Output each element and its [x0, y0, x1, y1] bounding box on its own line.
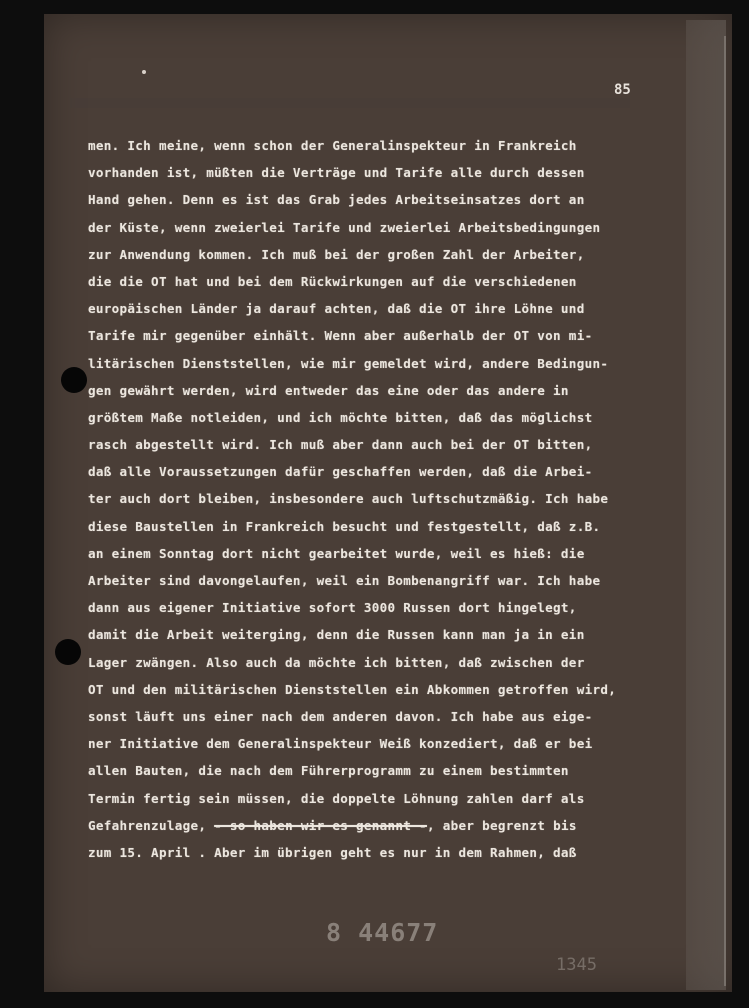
- text-line: größtem Maße notleiden, und ich möchte bitten, daß das möglichst: [88, 409, 593, 425]
- page-number: 85: [614, 82, 631, 98]
- text-line: Hand gehen. Denn es ist das Grab jedes Arbeitseinsatzes dort an: [88, 192, 585, 208]
- text-line: litärischen Dienststellen, wie mir gemeldet wird, andere Bedingun-: [88, 355, 609, 371]
- text-line: gen gewährt werden, wird entweder das eine oder das andere in: [88, 382, 569, 398]
- text-line: OT und den militärischen Dienststellen ein Abkommen getroffen wird,: [88, 681, 617, 697]
- text-line: Tarife mir gegenüber einhält. Wenn aber außerhalb der OT von mi-: [88, 328, 593, 344]
- page-right-edge: [724, 36, 726, 986]
- text-line: zum 15. April . Aber im übrigen geht es nur in dem Rahmen, daß: [88, 844, 577, 860]
- film-speck: [142, 70, 146, 74]
- text-line: rasch abgestellt wird. Ich muß aber dann auch bei der OT bitten,: [88, 437, 593, 453]
- punch-hole-upper: [61, 367, 87, 393]
- text-line: dann aus eigener Initiative sofort 3000 Russen dort hingelegt,: [88, 600, 577, 616]
- text-line: sonst läuft uns einer nach dem anderen davon. Ich habe aus eige-: [88, 708, 593, 724]
- typewritten-text-body: [88, 132, 648, 866]
- text-line: zur Anwendung kommen. Ich muß bei der großen Zahl der Arbeiter,: [88, 246, 585, 262]
- text-line: Lager zwängen. Also auch da möchte ich bitten, daß zwischen der: [88, 654, 585, 670]
- document-id-stamp: 8 44677: [326, 918, 439, 947]
- text-line: ner Initiative dem Generalinspekteur Weiß konzediert, daß er bei: [88, 736, 593, 752]
- text-line: damit die Arbeit weiterging, denn die Russen kann man ja in ein: [88, 627, 585, 643]
- faded-header-band: [70, 98, 630, 108]
- archive-folio-number: 1345: [556, 955, 597, 975]
- text-segment: Gefahrenzulage,: [88, 817, 215, 833]
- text-line: men. Ich meine, wenn schon der Generalinspekteur in Frankreich: [88, 138, 577, 153]
- text-line: der Küste, wenn zweierlei Tarife und zweierlei Arbeitsbedingungen: [88, 219, 601, 235]
- text-line: vorhanden ist, müßten die Verträge und Tarife alle durch dessen: [88, 165, 585, 181]
- struck-through-text: - so haben wir es genannt -: [214, 817, 427, 833]
- text-line-with-strikethrough: [88, 812, 648, 839]
- text-line: daß alle Voraussetzungen dafür geschaffen werden, daß die Arbei-: [88, 464, 593, 480]
- sheet-edge-shadow: [686, 20, 726, 990]
- text-line: ter auch dort bleiben, insbesondere auch luftschutzmäßig. Ich habe: [88, 491, 609, 507]
- punch-hole-lower: [55, 639, 81, 665]
- text-line: diese Baustellen in Frankreich besucht und festgestellt, daß z.B.: [88, 518, 601, 534]
- text-line: europäischen Länder ja darauf achten, daß die OT ihre Löhne und: [88, 301, 585, 317]
- text-line: allen Bauten, die nach dem Führerprogramm zu einem bestimmten: [88, 763, 569, 779]
- text-line: an einem Sonntag dort nicht gearbeitet wurde, weil es hieß: die: [88, 545, 585, 561]
- text-line: Termin fertig sein müssen, die doppelte Löhnung zahlen darf als: [88, 790, 585, 806]
- text-line: die die OT hat und bei dem Rückwirkungen auf die verschiedenen: [88, 273, 577, 289]
- text-segment: , aber begrenzt bis: [426, 817, 577, 833]
- text-line: Arbeiter sind davongelaufen, weil ein Bombenangriff war. Ich habe: [88, 573, 601, 588]
